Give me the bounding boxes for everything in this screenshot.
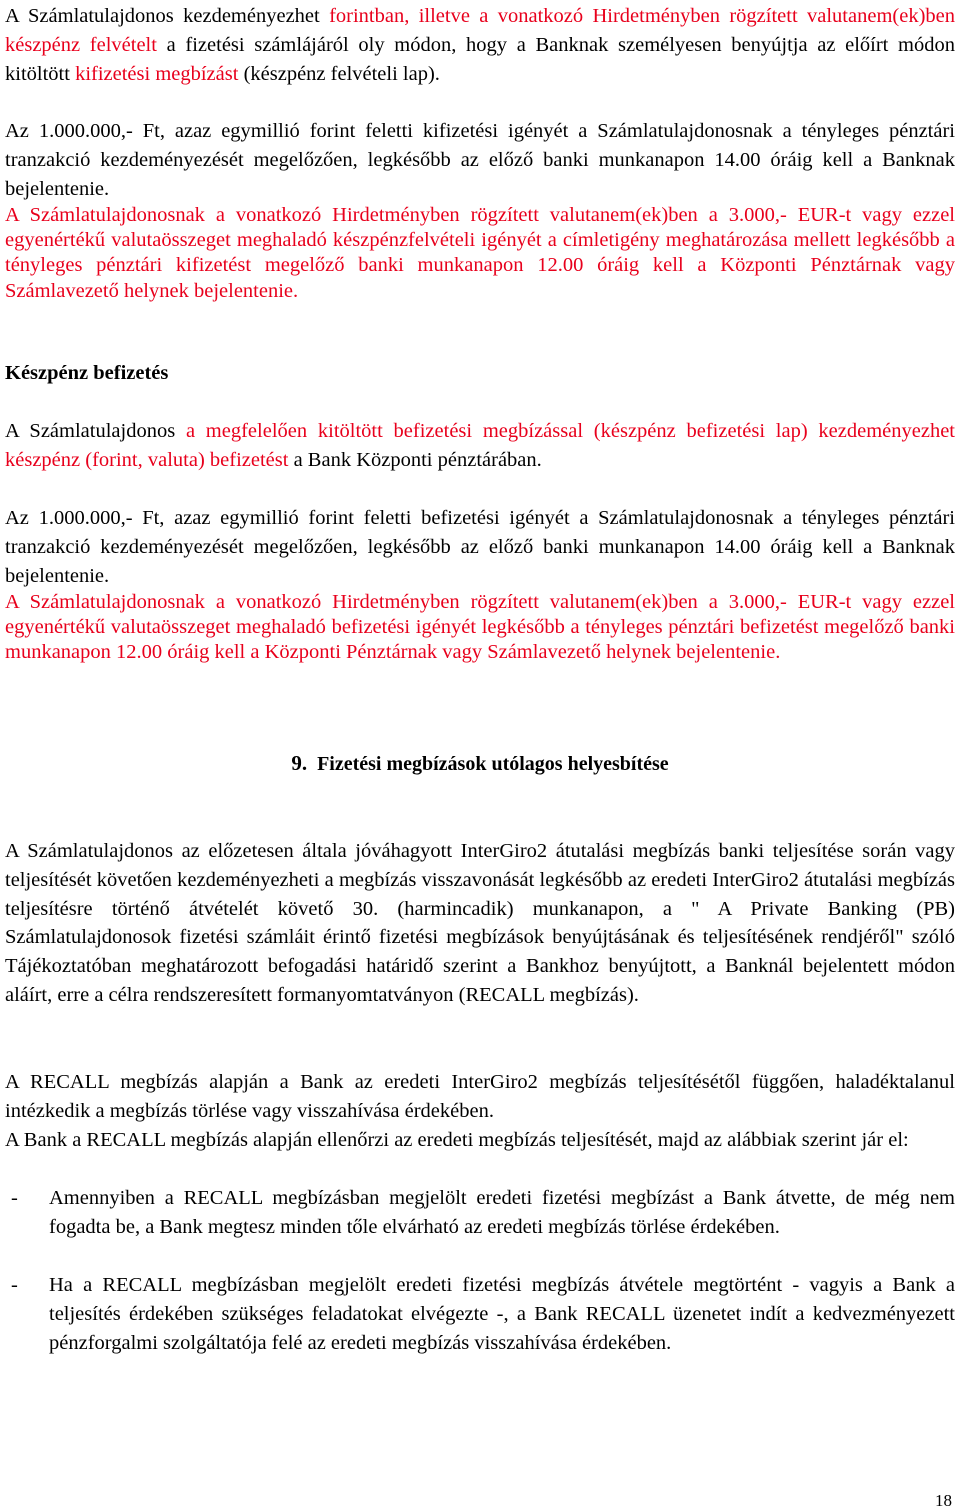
list-item: [5, 1184, 955, 1242]
highlighted-text: kifizetési megbízást: [75, 62, 239, 85]
section-heading-cash-deposit: Készpénz befizetés: [5, 362, 169, 384]
section-number: 9.: [291, 751, 308, 775]
text-segment: A Számlatulajdonos kezdeményezhet: [5, 5, 330, 27]
paragraph-withdrawal-notice-fx: A Számlatulajdonosnak a vonatkozó Hirdetményben rögzített valutanem(ek)ben a 3.000,- EUR-t vagy ezzel egyenértékű valutaösszeget meghaladó készpénzfelvételi igényét a címletigény meghatározása mellett legkésőbb a tényleges pénztári kifizetést megelőző banki munkanapon 12.00 óráig kell a Központi Pénztárnak vagy Számlavezető helynek bejelentenie.: [5, 204, 955, 302]
paragraph-recall-check: A Bank a RECALL megbízás alapján ellenőrzi az eredeti megbízás teljesítését, majd az alábbiak szerint jár el:: [5, 1129, 909, 1151]
paragraph-recall-action: A RECALL megbízás alapján a Bank az eredeti InterGiro2 megbízás teljesítésétől függően, haladéktalanul intézkedik a megbízás törlése vagy visszahívása érdekében.: [5, 1071, 955, 1122]
highlighted-text: a megfelelően kitöltött befizetési megbízással (készpénz befizetési lap) kezdeményezhet készpénz (forint, valuta) befizetést: [5, 420, 955, 471]
highlighted-text: forintban, illetve a vonatkozó Hirdetményben rögzített valutanem(ek)ben készpénz felvételt: [5, 5, 955, 56]
paragraph-cash-deposit: [5, 417, 955, 475]
text-segment: a fizetési számlájáról oly módon, hogy a Banknak személyesen benyújtja az előírt módon kitöltött: [5, 33, 955, 85]
paragraph-cash-withdrawal: [5, 2, 955, 88]
paragraph-deposit-notice-fx: A Számlatulajdonosnak a vonatkozó Hirdetményben rögzített valutanem(ek)ben a 3.000,- EUR-t vagy ezzel egyenértékű valutaösszeget meghaladó befizetési igényét legkésőbb a tényleges pénztári befizetést megelőző banki munkanapon 12.00 óráig kell a Központi Pénztárnak vagy Számlavezető helynek bejelentenie.: [5, 591, 955, 664]
bullet-marker: -: [11, 1187, 18, 1209]
text-segment: A Számlatulajdonos: [5, 420, 186, 442]
paragraph-recall-request: A Számlatulajdonos az előzetesen általa jóváhagyott InterGiro2 átutalási megbízás banki teljesítése során vagy teljesítését követően kezdeményezheti a megbízás visszavonását legkésőbb az eredeti InterGiro2 átutalási megbízás teljesítésre történő átvételét követő 30. (harmincadik) munkanapon, a " A Private Banking (PB) Számlatulajdonosok fizetési számláit érintő fizetési megbízások benyújtásának és teljesítésének rendjéről" szóló Tájékoztatóban meghatározott befogadási határidő szerint a Bankhoz benyújtott, a Banknál bejelentett módon aláírt, erre a célra rendszeresített formanyomtatványon (RECALL megbízás).: [5, 840, 955, 1006]
page-number: 18: [935, 1491, 952, 1510]
text-segment: (készpénz felvételi lap).: [238, 62, 440, 85]
list-item-text: Ha a RECALL megbízásban megjelölt eredeti fizetési megbízás átvétele megtörtént - vagyis a Bank a teljesítés érdekében szükséges feladatokat elvégezte -, a Bank RECALL üzenetet indít a kedvezményezett pénzforgalmi szolgáltatója felé az eredeti megbízás visszahívása érdekében.: [49, 1274, 955, 1354]
text-segment: a Bank Központi pénztárában.: [288, 448, 542, 471]
paragraph-withdrawal-notice-huf: Az 1.000.000,- Ft, azaz egymillió forint feletti kifizetési igényét a Számlatulajdonosnak a tényleges pénztári tranzakció kezdeményezését megelőzően, legkésőbb az előző banki munkanapon 14.00 óráig kell a Banknak bejelentenie.: [5, 120, 955, 200]
document-page: [5, 0, 955, 1512]
section-title: [5, 749, 955, 779]
section-title-text: Fizetési megbízások utólagos helyesbítése: [317, 753, 669, 775]
list-item-text: Amennyiben a RECALL megbízásban megjelölt eredeti fizetési megbízást a Bank átvette, de még nem fogadta be, a Bank megtesz minden tőle elvárható az eredeti megbízás törlése érdekében.: [49, 1187, 955, 1238]
paragraph-deposit-notice-huf: Az 1.000.000,- Ft, azaz egymillió forint feletti befizetési igényét a Számlatulajdonosnak a tényleges pénztári tranzakció kezdeményezését megelőzően, legkésőbb az előző banki munkanapon 14.00 óráig kell a Banknak bejelentenie.: [5, 507, 955, 587]
bullet-marker: -: [11, 1274, 18, 1296]
list-item: [5, 1271, 955, 1357]
